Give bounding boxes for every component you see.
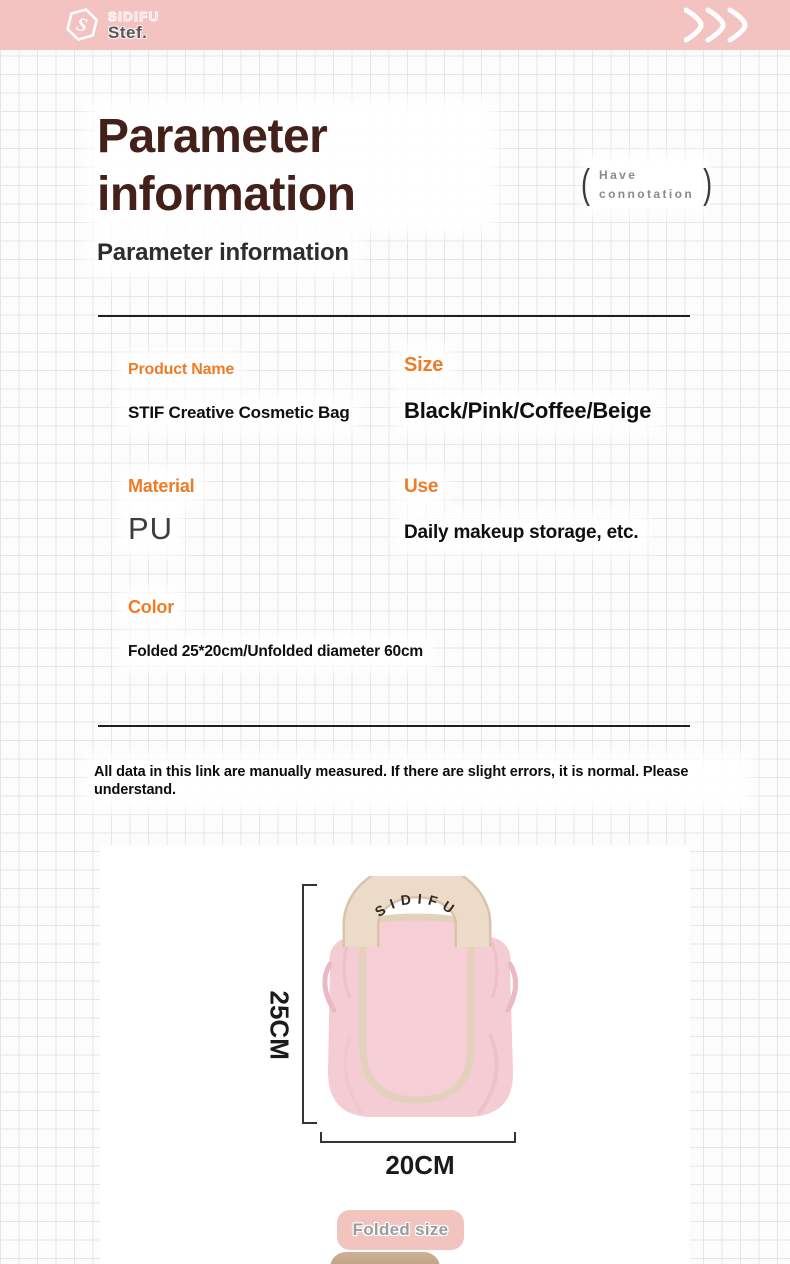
brand-subname: Stef. [108,22,148,42]
divider-bottom [98,725,690,727]
brand-hexagon-icon [64,6,100,44]
spec-label: Material [128,476,195,496]
spec-value: Daily makeup storage, etc. [404,522,639,543]
spec-value: Folded 25*20cm/Unfolded diameter 60cm [128,643,423,660]
spec-product-name [128,361,350,423]
bracket-right-icon: ) [703,161,713,207]
connotation-line2: connotation [599,186,695,201]
brand-name: SIDIFU [108,8,160,24]
spec-label: Product Name [128,361,235,378]
spec-label: Size [404,354,444,376]
triple-chevron-icon [684,7,748,43]
connotation-badge-text [592,161,701,208]
next-photo-peek [330,1252,440,1264]
connotation-badge [581,161,712,208]
spec-size [404,354,651,424]
spec-use [404,476,639,544]
page-title: Parameter information [97,108,487,223]
bracket-left-icon: ( [581,161,590,207]
spec-color [128,597,423,661]
folded-size-badge[interactable]: Folded size [337,1210,464,1250]
product-photo-card [100,845,690,1264]
brand-text [108,10,160,41]
page-subtitle: Parameter information [97,239,349,266]
spec-label: Use [404,476,439,497]
width-dimension-label: 20CM [385,1150,455,1180]
height-dimension-label: 25CM [264,990,295,1060]
width-dimension-line [320,1132,516,1143]
product-bag-image [320,876,520,1126]
brand-logo [64,6,160,44]
connotation-line1: Have [599,168,638,182]
header-bar [0,0,790,50]
divider-top [98,315,690,317]
spec-value: PU [128,511,174,546]
spec-material [128,476,194,547]
brand-logo-letter: S [74,14,90,37]
spec-label: Color [128,597,174,617]
bag-brand-text: SIDIFU [371,890,463,920]
height-dimension-line [302,884,318,1124]
spec-value: STIF Creative Cosmetic Bag [128,403,350,422]
spec-value: Black/Pink/Coffee/Beige [404,398,652,423]
disclaimer-text: All data in this link are manually measured. If there are slight errors, it is normal. Please understand. [94,763,742,800]
